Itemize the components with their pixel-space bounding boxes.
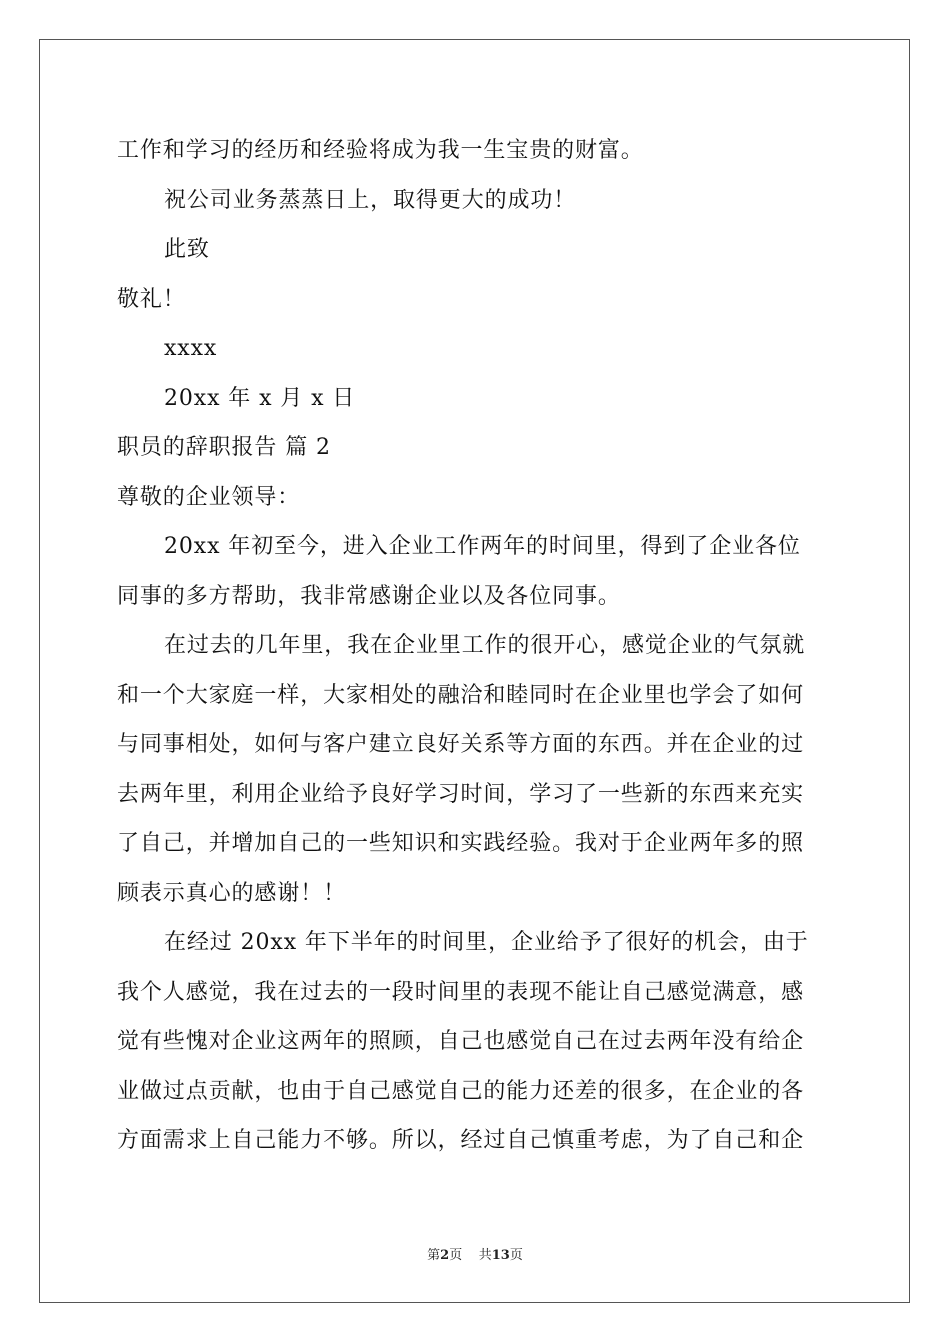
page-footer [0,1246,950,1266]
section-heading: 职员的辞职报告 篇 2 [117,435,331,460]
text-line: 在经过 20xx 年下半年的时间里，企业给予了很好的机会，由于 [164,930,809,955]
text-line: 敬礼！ [117,286,186,312]
text-line: 同事的多方帮助，我非常感谢企业以及各位同事。 [117,583,621,609]
total-pages: 13 [491,1248,510,1263]
text-line: 我个人感觉，我在过去的一段时间里的表现不能让自己感觉满意，感 [117,979,805,1005]
text-line: 方面需求上自己能力不够。所以，经过自己慎重考虑，为了自己和企 [117,1128,805,1153]
page-number: 2 [440,1248,450,1263]
text-line: 祝公司业务蒸蒸日上，取得更大的成功！ [164,187,577,213]
text-line: 和一个大家庭一样，大家相处的融洽和睦同时在企业里也学会了如何 [117,682,805,708]
total-suffix: 页 [509,1248,523,1263]
salutation: 尊敬的企业领导： [117,484,301,510]
text-line: 20xx 年初至今，进入企业工作两年的时间里，得到了企业各位 [164,534,801,559]
text-line: 工作和学习的经历和经验将成为我一生宝贵的财富。 [117,138,644,163]
text-line: 去两年里，利用企业给予良好学习时间，学习了一些新的东西来充实 [117,781,805,807]
text-line: 与同事相处，如何与客户建立良好关系等方面的东西。并在企业的过 [117,732,805,757]
page-suffix: 页 [449,1248,463,1263]
text-line: 20xx 年 x 月 x 日 [164,385,356,411]
document-body [117,126,833,1166]
text-line: 觉有些愧对企业这两年的照顾，自己也感觉自己在过去两年没有给企 [117,1029,805,1054]
text-line: 了自己，并增加自己的一些知识和实践经验。我对于企业两年多的照 [117,831,805,856]
text-line: 业做过点贡献，也由于自己感觉自己的能力还差的很多，在企业的各 [117,1078,805,1104]
text-line: 顾表示真心的感谢！！ [117,880,347,906]
text-line: 此致 [164,237,210,262]
text-line: xxxx [164,336,218,361]
total-prefix: 共 [478,1248,492,1263]
page-prefix: 第 [427,1248,441,1263]
text-line: 在过去的几年里，我在企业里工作的很开心，感觉企业的气氛就 [164,633,806,658]
